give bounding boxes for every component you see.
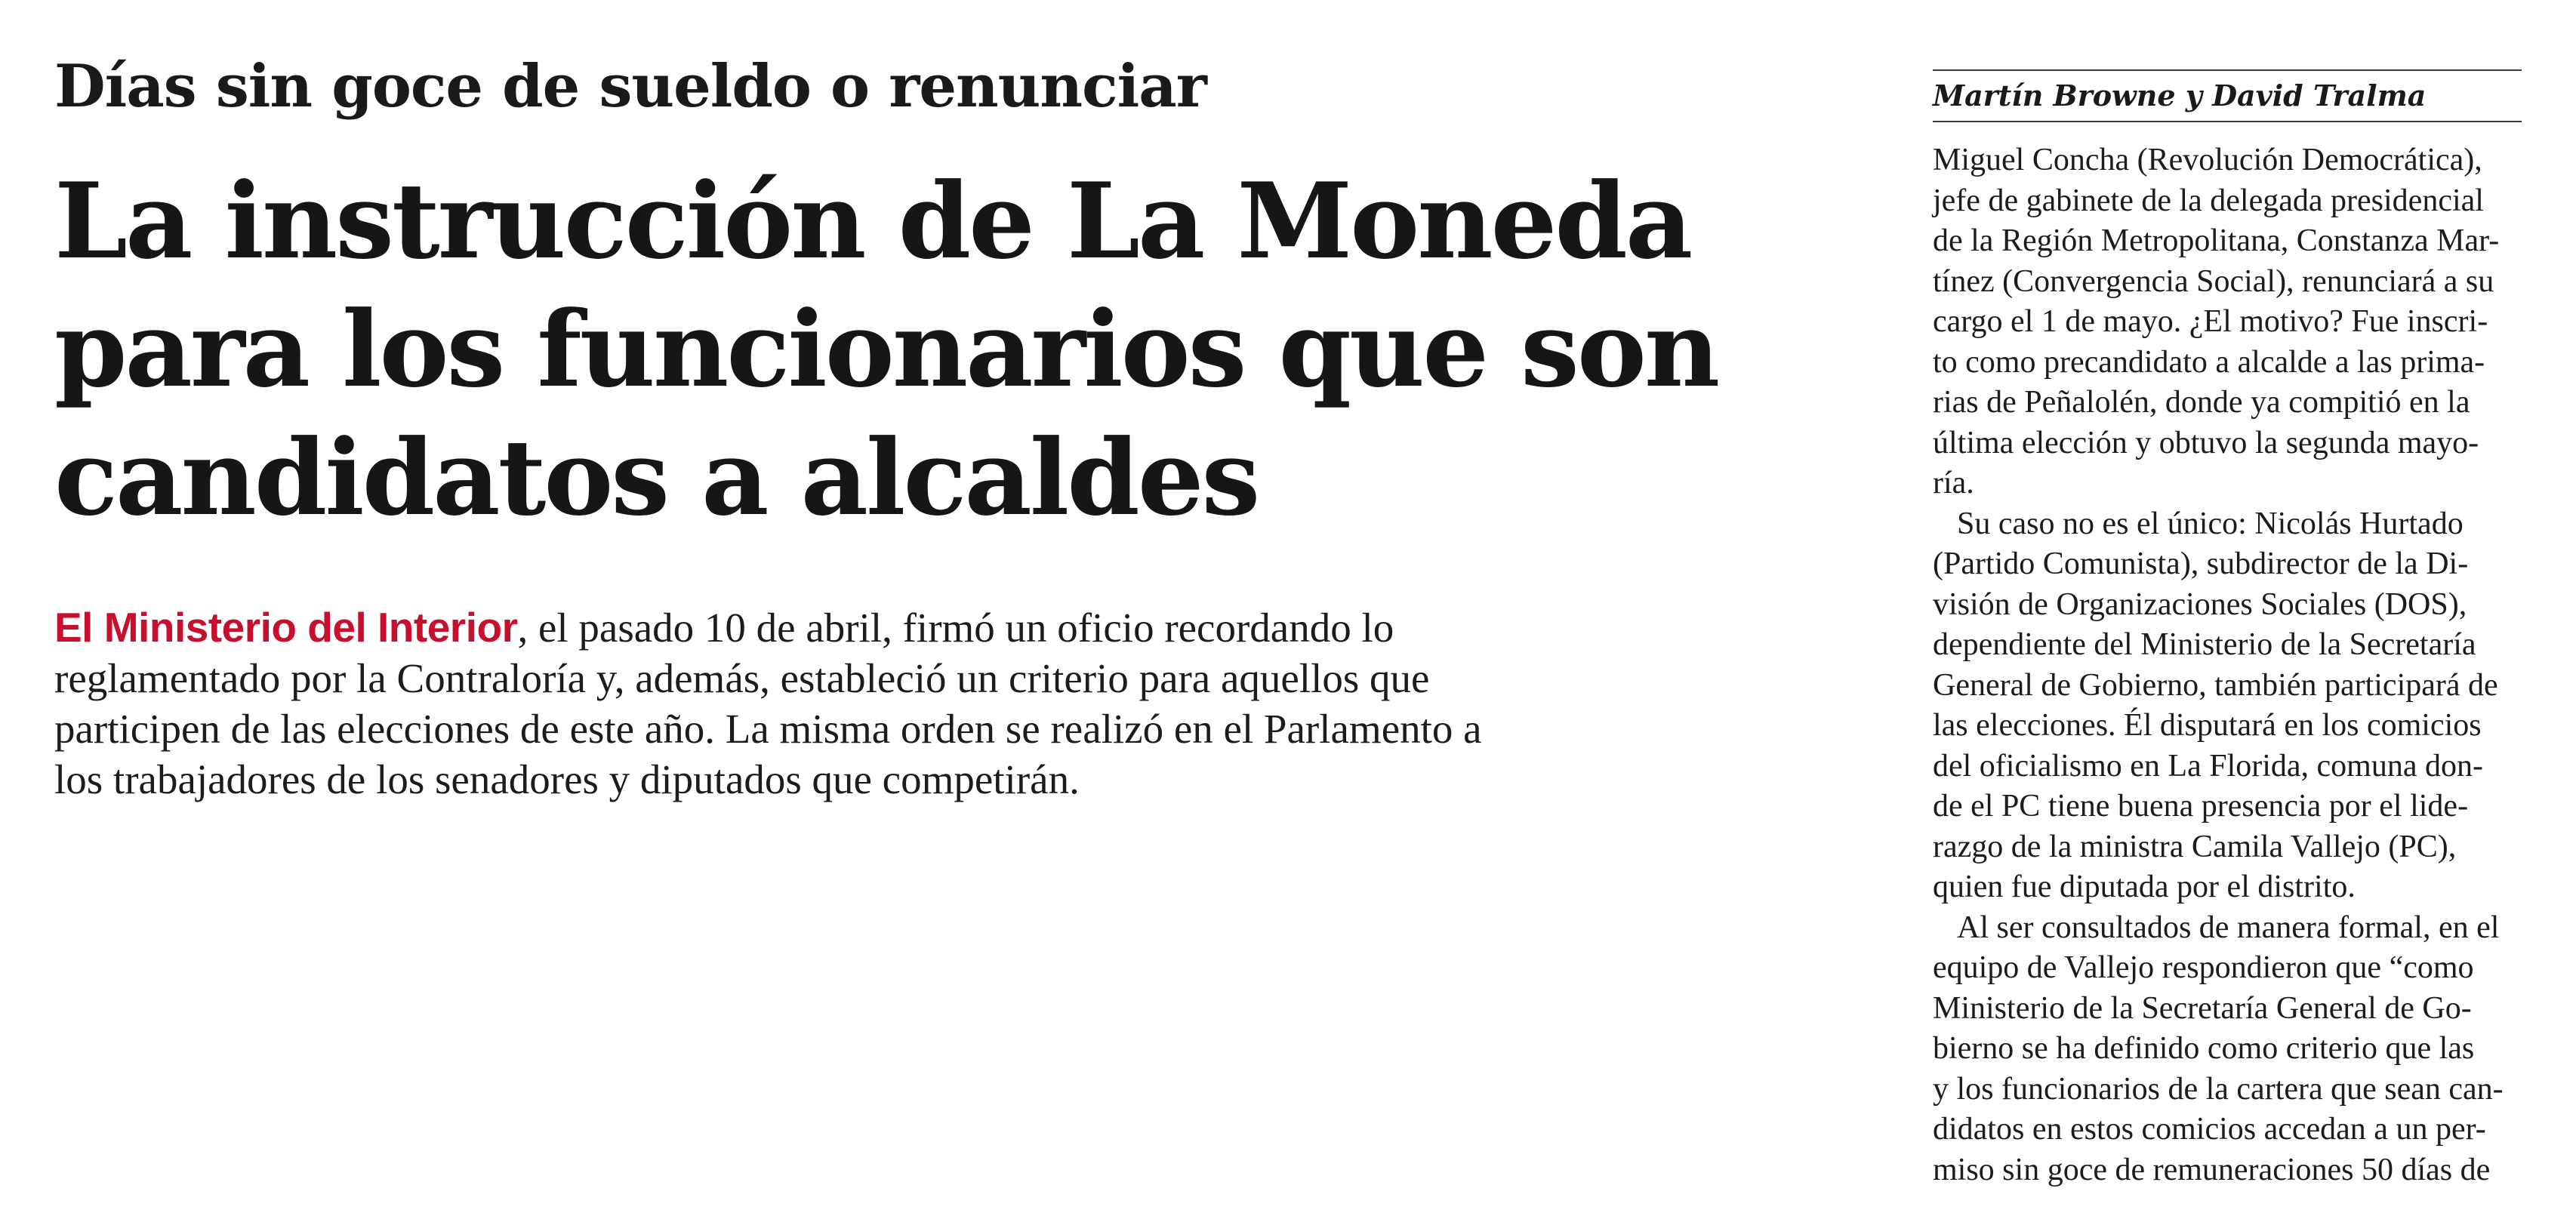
byline: Martín Browne y David Tralma: [1933, 79, 2427, 112]
body-line: General de Gobierno, también participará de: [1933, 667, 2498, 703]
lead-line: [54, 602, 1813, 653]
body-line: última elección y obtuvo la segunda mayo-: [1933, 425, 2479, 460]
lead-line: participen de las elecciones de este año. La misma orden se realizó en el Parlamento a: [54, 706, 1482, 752]
body-line: ría.: [1933, 466, 1974, 500]
body-column: [1933, 140, 2529, 1190]
body-line: Su caso no es el único: Nicolás Hurtado: [1957, 506, 2464, 541]
body-line: cargo el 1 de mayo. ¿El motivo? Fue inscri-: [1933, 304, 2488, 339]
body-line: tínez (Convergencia Social), renunciará a su: [1933, 263, 2494, 299]
body-line: del oficialismo en La Florida, comuna don-: [1933, 748, 2483, 783]
byline-top-rule: [1933, 69, 2522, 71]
body-line: dependiente del Ministerio de la Secretaría: [1933, 627, 2476, 662]
body-line: didatos en estos comicios accedan a un per-: [1933, 1112, 2486, 1147]
lead-paragraph: [54, 602, 1813, 805]
lead-line: los trabajadores de los senadores y diputados que competirán.: [54, 756, 1080, 802]
body-line: bierno se ha definido como criterio que las: [1933, 1031, 2475, 1066]
body-line: las elecciones. Él disputará en los comicios: [1933, 708, 2482, 743]
body-line: miso sin goce de remuneraciones 50 días de: [1933, 1152, 2491, 1187]
body-line: y los funcionarios de la cartera que sean can-: [1933, 1071, 2504, 1107]
lead-text: , el pasado 10 de abril, firmó un oficio recordando lo: [517, 605, 1394, 651]
body-line: quien fue diputada por el distrito.: [1933, 870, 2356, 904]
headline-line: La instrucción de La Moneda: [54, 159, 1691, 282]
body-line: razgo de la ministra Camila Vallejo (PC),: [1933, 829, 2457, 864]
headline: [54, 157, 1851, 542]
body-line: visión de Organizaciones Sociales (DOS),: [1933, 586, 2467, 622]
lead-highlight: El Ministerio del Interior: [54, 604, 518, 651]
byline-bottom-rule: [1933, 121, 2522, 122]
body-line: Ministerio de la Secretaría General de Go-: [1933, 990, 2472, 1026]
body-line: de la Región Metropolitana, Constanza Mar-: [1933, 223, 2500, 258]
body-line: to como precandidato a alcalde a las prima-: [1933, 344, 2485, 380]
headline-line: para los funcionarios que son: [54, 288, 1718, 411]
body-line: Miguel Concha (Revolución Democrática),: [1933, 143, 2482, 177]
headline-line: candidatos a alcaldes: [54, 416, 1259, 539]
body-line: (Partido Comunista), subdirector de la Di-: [1933, 546, 2469, 581]
body-line: equipo de Vallejo respondieron que “como: [1933, 950, 2474, 985]
lead-line: reglamentado por la Contraloría y, además, estableció un criterio para aquellos que: [54, 655, 1430, 701]
body-line: de el PC tiene buena presencia por el lide-: [1933, 789, 2469, 823]
body-line: Al ser consultados de manera formal, en el: [1957, 910, 2500, 945]
body-line: rias de Peñalolén, donde ya compitió en la: [1933, 385, 2470, 420]
kicker: Días sin goce de sueldo o renunciar: [54, 52, 1206, 121]
body-line: jefe de gabinete de la delegada presidencial: [1933, 183, 2484, 218]
